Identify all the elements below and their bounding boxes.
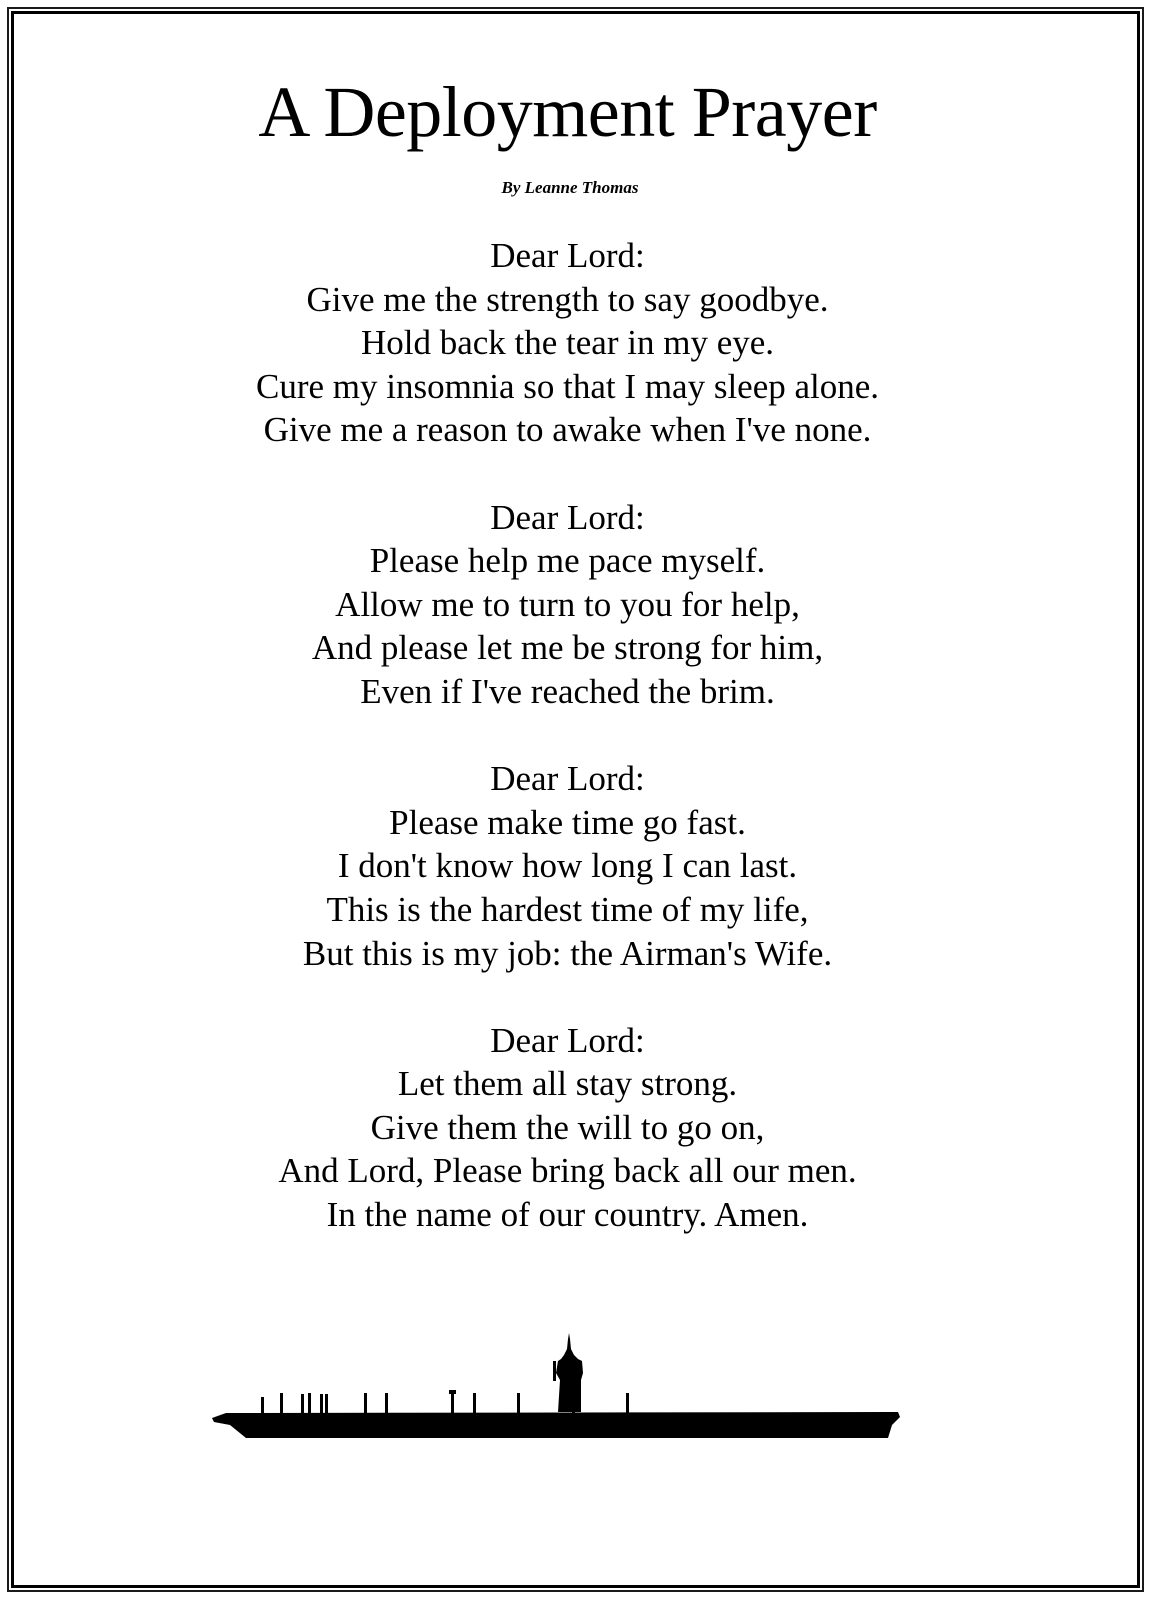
stanza-4 (0, 1019, 1135, 1237)
stanza-line: Give me the strength to say goodbye. (306, 279, 829, 319)
stanza-line: And please let me be strong for him, (311, 628, 824, 668)
stanza-line: And Lord, Please bring back all our men. (278, 1151, 857, 1191)
stanza-line: Dear Lord: (490, 759, 645, 799)
stanza-line: Let them all stay strong. (397, 1064, 738, 1104)
stanza-line: This is the hardest time of my life, (326, 889, 809, 929)
poem-title: A Deployment Prayer (258, 72, 877, 152)
stanza-2 (0, 496, 1135, 714)
stanza-line: I don't know how long I can last. (337, 846, 798, 886)
stanza-line: Give them the will to go on, (370, 1107, 765, 1147)
stanza-line: Dear Lord: (490, 1020, 645, 1060)
stanza-line: Please help me pace myself. (369, 541, 766, 581)
stanza-line: Please make time go fast. (389, 802, 746, 842)
stanza-line: But this is my job: the Airman's Wife. (302, 933, 833, 973)
poem-author: By Leanne Thomas (501, 178, 639, 197)
poem-body (0, 234, 1135, 1280)
stanza-line: Dear Lord: (490, 497, 645, 537)
stanza-3 (0, 757, 1135, 975)
stanza-line: Even if I've reached the brim. (360, 671, 775, 711)
stanza-line: Dear Lord: (490, 236, 645, 275)
stanza-line: Hold back the tear in my eye. (360, 323, 775, 363)
aircraft-carrier-silhouette-icon (208, 1325, 908, 1445)
stanza-line: In the name of our country. Amen. (326, 1195, 809, 1235)
stanza-line: Give me a reason to awake when I've none. (263, 410, 872, 450)
stanza-line: Allow me to turn to you for help, (335, 584, 800, 624)
stanza-line: Cure my insomnia so that I may sleep alone. (255, 366, 880, 406)
stanza-1 (0, 234, 1135, 452)
